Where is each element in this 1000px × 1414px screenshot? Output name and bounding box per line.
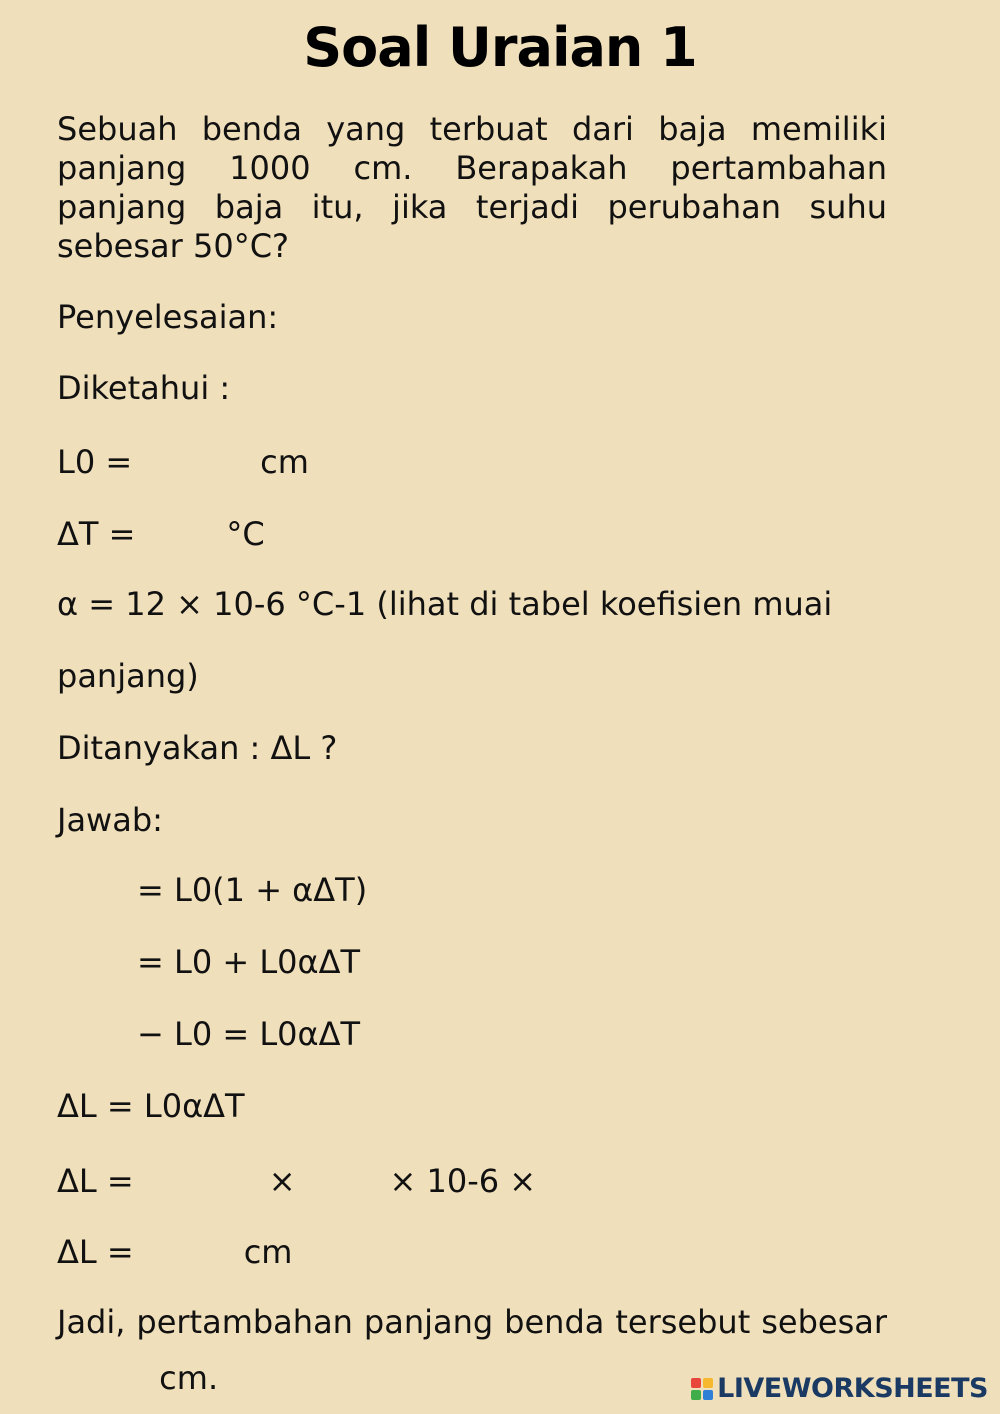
page-title: Soal Uraian 1 — [303, 16, 697, 79]
logo-square-3 — [691, 1390, 701, 1400]
solution-label: Penyelesaian: — [57, 298, 279, 336]
liveworksheets-logo-text: LIVEWORKSHEETS — [717, 1373, 988, 1404]
alpha-line-1: α = 12 × 10-6 °C-1 (lihat di tabel koefisien muai — [57, 585, 833, 623]
step-3: − L0 = L0αΔT — [137, 1015, 361, 1053]
step-2: = L0 + L0αΔT — [137, 943, 361, 981]
conclusion-unit: cm. — [159, 1359, 219, 1397]
logo-square-4 — [703, 1390, 713, 1400]
problem-statement: Sebuah benda yang terbuat dari baja memiliki panjang 1000 cm. Berapakah pertambahan panjang baja itu, jika terjadi perubahan suhu sebesar 50°C? — [57, 110, 887, 265]
calc-times-1: × — [268, 1162, 296, 1200]
liveworksheets-logo — [691, 1373, 988, 1404]
dt-unit: °C — [226, 515, 265, 553]
calc-times-2: × 10-6 × — [389, 1162, 537, 1200]
answer-label: Jawab: — [57, 801, 163, 839]
result-unit: cm — [243, 1233, 293, 1271]
dt-row — [57, 513, 265, 553]
known-label: Diketahui : — [57, 369, 231, 407]
calc-blank-1[interactable] — [134, 1160, 269, 1192]
l0-row — [57, 441, 309, 481]
conclusion-text: Jadi, pertambahan panjang benda tersebut sebesar — [57, 1303, 887, 1341]
result-row — [57, 1231, 292, 1271]
logo-square-2 — [703, 1378, 713, 1388]
l0-answer-blank[interactable] — [132, 441, 260, 473]
alpha-line-2: panjang) — [57, 657, 199, 695]
calc-blank-2[interactable] — [296, 1160, 390, 1192]
logo-square-1 — [691, 1378, 701, 1388]
dt-answer-blank[interactable] — [135, 513, 226, 545]
l0-unit: cm — [260, 443, 309, 481]
dt-label: ΔT = — [57, 515, 136, 553]
step-1: = L0(1 + αΔT) — [137, 871, 368, 909]
asked-line: Ditanyakan : ΔL ? — [57, 729, 338, 767]
calc-row — [57, 1160, 536, 1200]
liveworksheets-logo-icon — [691, 1378, 713, 1400]
result-label: ΔL = — [57, 1233, 134, 1271]
conclusion-blank[interactable] — [57, 1357, 149, 1389]
l0-label: L0 = — [57, 443, 133, 481]
calc-label: ΔL = — [57, 1162, 134, 1200]
result-blank[interactable] — [134, 1231, 244, 1263]
formula-line: ΔL = L0αΔT — [57, 1087, 245, 1125]
